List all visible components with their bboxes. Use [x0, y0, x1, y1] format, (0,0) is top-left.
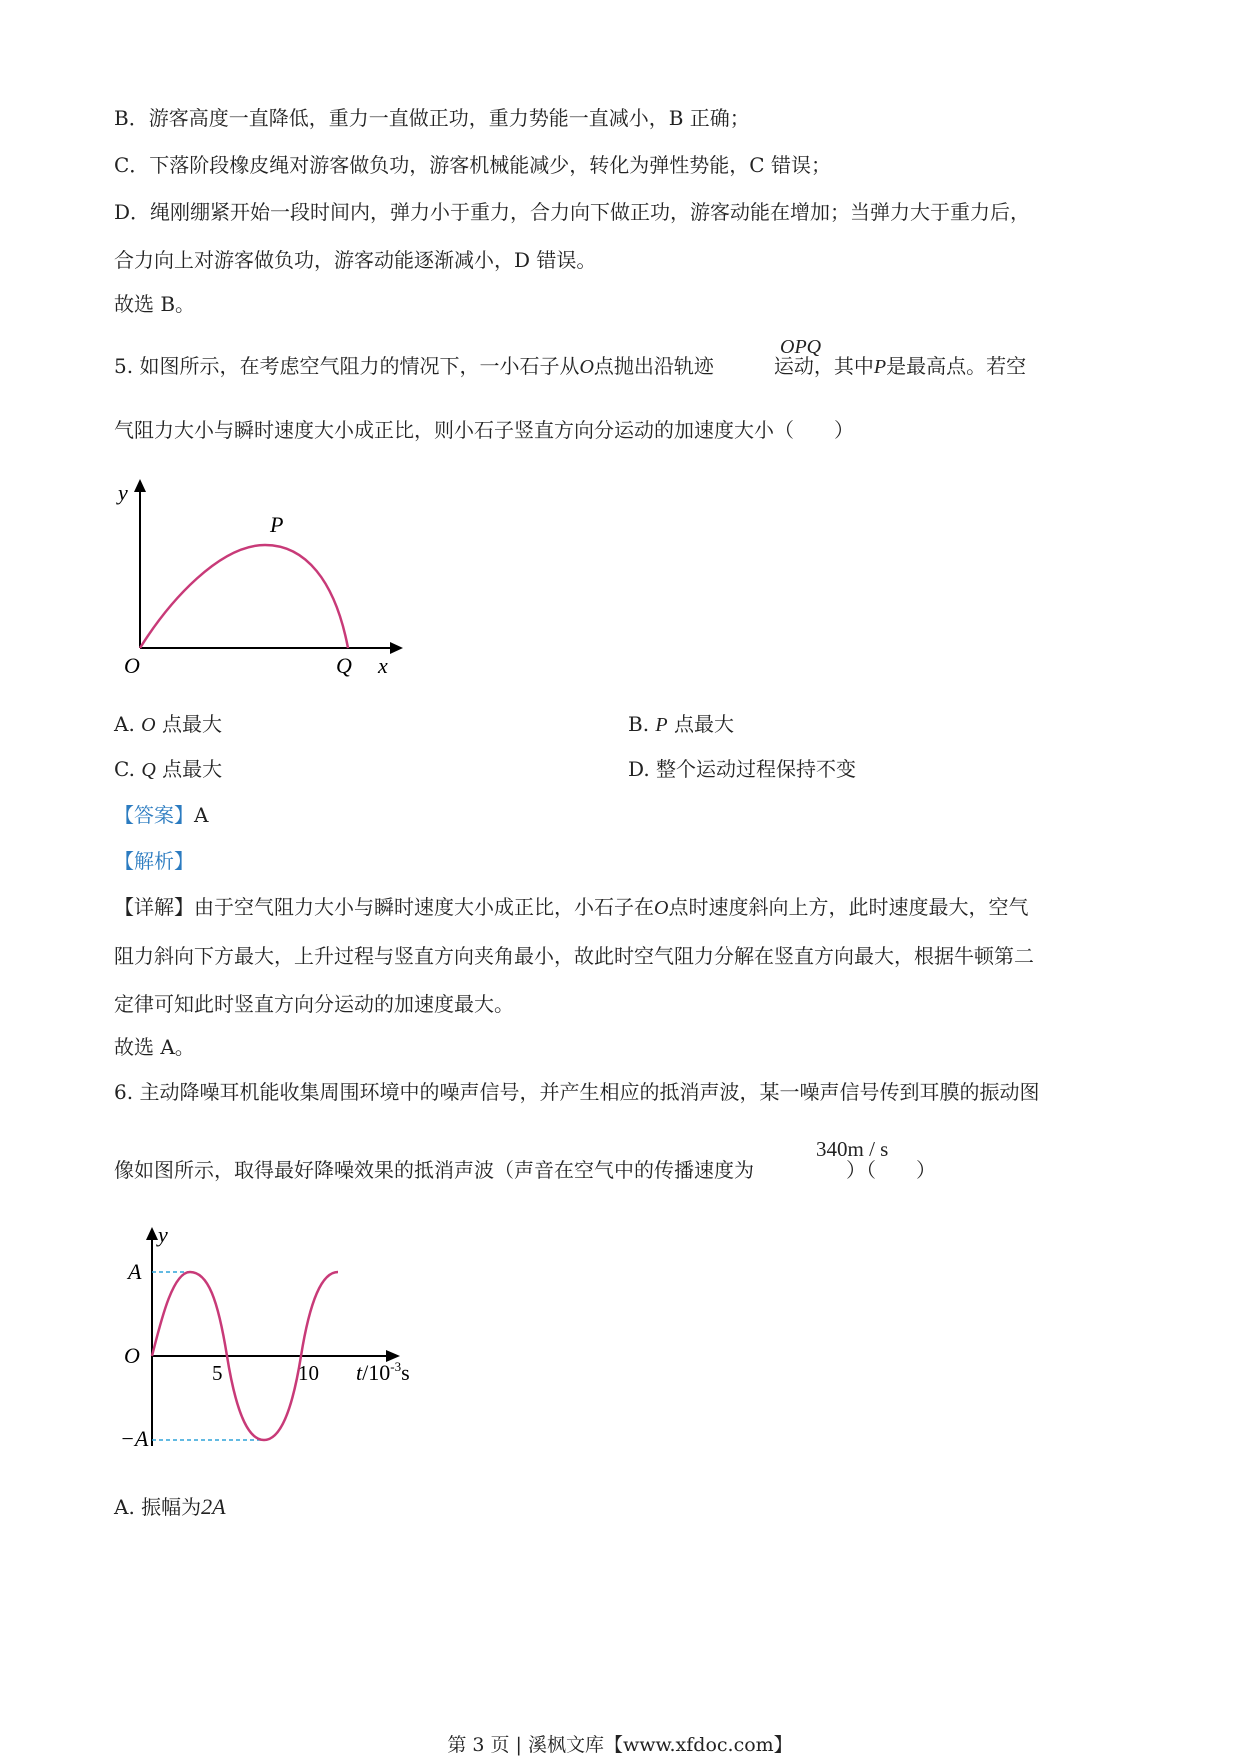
q6-formula-speed: 340m / s [816, 1137, 889, 1161]
q5-option-b-text: 点最大 [674, 712, 734, 736]
q5-var-p: P [873, 356, 887, 378]
q6-tick-5: 5 [212, 1361, 223, 1385]
option-d-explanation-1: D．绳刚绷紧开始一段时间内，弹力小于重力，合力向下做正功，游客动能在增加；当弹力大于重力后， [114, 200, 1031, 224]
choose-b: 故选 B。 [114, 292, 196, 316]
q6-label-neg-a: −A [120, 1426, 149, 1451]
q5-detail-line1 [114, 897, 1028, 918]
q5-analysis-tag: 【解析】 [114, 849, 194, 873]
q5-formula-opq: OPQ [780, 336, 822, 358]
q6-t-var: t [356, 1360, 363, 1385]
q5-stem-line2: 气阻力大小与瞬时速度大小成正比，则小石子竖直方向分运动的加速度大小（ ） [114, 418, 854, 442]
q5-option-c [114, 759, 222, 780]
q5-option-c-prefix: C. [114, 757, 135, 781]
q5-label-p: P [270, 512, 284, 537]
q5-stem-start: 5. 如图所示，在考虑空气阻力的情况下，一小石子从 [114, 354, 580, 378]
q5-option-c-var: Q [141, 759, 156, 781]
q6-stem-line2-end: ）（ ） [846, 1158, 936, 1182]
q6-label-a: A [128, 1259, 142, 1284]
q5-detail-line3: 定律可知此时竖直方向分运动的加速度最大。 [114, 992, 514, 1016]
q6-label-y: y [158, 1222, 168, 1247]
q5-option-a-prefix: A. [114, 712, 135, 736]
q6-option-a-prefix: A. 振幅为 [114, 1495, 202, 1519]
q6-stem-line1: 6. 主动降噪耳机能收集周围环境中的噪声信号，并产生相应的抵消声波，某一噪声信号传到耳膜的振动图 [114, 1080, 1040, 1104]
q5-label-q: Q [336, 653, 352, 678]
q6-vibration-figure [110, 1220, 440, 1460]
q6-t-unit: /10 [362, 1360, 391, 1385]
q6-stem-line2-text: 像如图所示，取得最好降噪效果的抵消声波（声音在空气中的传播速度为 [114, 1158, 754, 1182]
q5-answer-value: A [194, 803, 209, 827]
q5-trajectory-curve [140, 545, 348, 648]
q6-label-o: O [124, 1343, 140, 1368]
q5-y-arrow [134, 479, 146, 492]
q5-x-arrow [390, 642, 403, 654]
q5-answer-tag: 【答案】 [114, 803, 194, 827]
q5-option-b-prefix: B. [628, 712, 650, 736]
q5-choose: 故选 A。 [114, 1035, 195, 1059]
q5-stem-mid: 点抛出沿轨迹 [593, 354, 714, 378]
q5-detail1-a: 由于空气阻力大小与瞬时速度大小成正比，小石子在 [194, 895, 654, 919]
q5-detail-tag: 【详解】 [114, 895, 194, 919]
q5-stem-after: 运动，其中 [773, 354, 874, 378]
q5-stem-line1 [114, 356, 1026, 377]
option-d-explanation-2: 合力向上对游客做负功，游客动能逐渐减小，D 错误。 [114, 248, 597, 272]
q5-option-b [628, 714, 734, 735]
q5-var-o: O [579, 356, 594, 378]
q6-t-axis-label [356, 1359, 410, 1385]
q5-detail1-var: O [654, 897, 669, 919]
q5-label-y: y [118, 480, 128, 505]
q5-option-a-text: 点最大 [161, 712, 222, 736]
q6-y-arrow [146, 1227, 158, 1240]
q5-stem-end: 是最高点。若空 [886, 354, 1027, 378]
q5-detail1-b: 点时速度斜向上方，此时速度最大，空气 [668, 895, 1029, 919]
q5-option-a [114, 714, 222, 735]
option-c-explanation: C．下落阶段橡皮绳对游客做负功，游客机械能减少，转化为弹性势能，C 错误； [114, 153, 831, 177]
page-footer: 第 3 页 | 溪枫文库【www.xfdoc.com】 [447, 1734, 793, 1756]
option-b-explanation: B．游客高度一直降低，重力一直做正功，重力势能一直减小，B 正确； [114, 106, 750, 130]
q5-detail-line2: 阻力斜向下方最大，上升过程与竖直方向夹角最小，故此时空气阻力分解在竖直方向最大，根据牛顿第二 [114, 944, 1034, 968]
q6-t-exp: -3 [390, 1359, 402, 1374]
q6-t-s: s [401, 1360, 410, 1385]
q5-label-o: O [124, 653, 140, 678]
q6-stem-line2 [114, 1160, 936, 1180]
q6-option-a [114, 1496, 226, 1518]
q5-option-c-text: 点最大 [162, 757, 223, 781]
q5-answer [114, 805, 208, 825]
q5-label-x: x [378, 653, 388, 678]
q5-trajectory-figure [110, 470, 410, 680]
q5-option-d: D. 整个运动过程保持不变 [628, 757, 857, 781]
q5-option-b-var: P [655, 714, 668, 736]
q6-tick-10: 10 [298, 1361, 319, 1385]
q6-option-a-var: 2A [201, 1494, 226, 1519]
q5-option-a-var: O [141, 714, 156, 736]
